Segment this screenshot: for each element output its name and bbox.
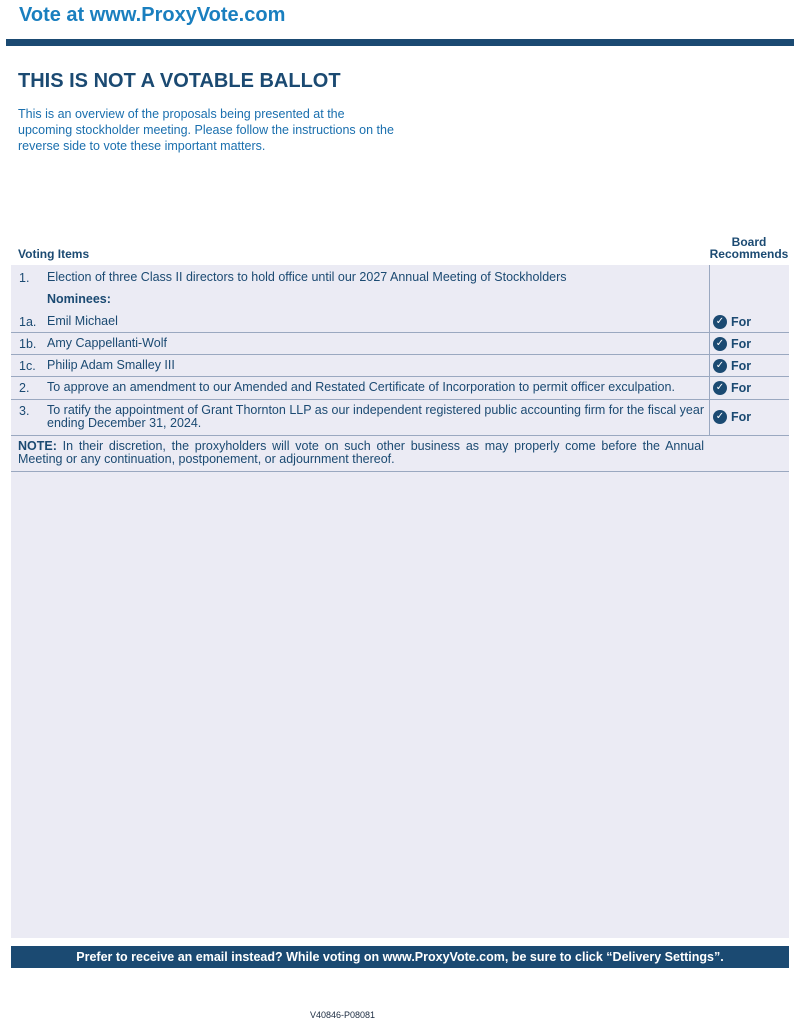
voting-items-panel: [11, 265, 789, 938]
row-divider: [11, 376, 789, 377]
item-row-3: [11, 404, 789, 432]
note-label: NOTE:: [18, 439, 57, 453]
recommendation: [713, 315, 751, 329]
item-row-2: [11, 381, 789, 395]
item-row-1: [11, 271, 789, 285]
recommendation-label: For: [731, 381, 752, 395]
item-text: Amy Cappellanti-Wolf: [47, 336, 167, 350]
board-recommends-line1: Board: [731, 235, 767, 249]
row-divider: [11, 332, 789, 333]
item-number: 1a.: [19, 315, 37, 329]
item-text: To ratify the appointment of Grant Thornton LLP as our independent registered public accounting firm for the fiscal year ending December 31, 2024.: [47, 403, 704, 430]
row-divider: [11, 399, 789, 400]
page-title: THIS IS NOT A VOTABLE BALLOT: [18, 70, 341, 92]
item-row-1a: [11, 315, 789, 329]
header-rule: [6, 39, 794, 46]
check-circle-icon: ✓: [713, 315, 727, 329]
check-circle-icon: ✓: [713, 337, 727, 351]
item-row-1b: [11, 337, 789, 351]
row-divider: [11, 354, 789, 355]
row-divider: [11, 435, 789, 436]
note-text: [18, 440, 704, 466]
item-number: 1c.: [19, 359, 36, 373]
item-number: 1.: [19, 271, 30, 285]
item-number: 2.: [19, 381, 30, 395]
recommendation-label: For: [731, 337, 752, 351]
check-circle-icon: ✓: [713, 410, 727, 424]
recommendation-label: For: [731, 315, 752, 329]
board-recommends-header: [709, 236, 789, 260]
recommendation-label: For: [731, 359, 752, 373]
board-recommends-line2: Recommends: [709, 247, 789, 261]
recommendation: [713, 337, 751, 351]
item-number: 1b.: [19, 337, 37, 351]
recommendation: [713, 410, 751, 424]
check-circle-icon: ✓: [713, 381, 727, 395]
item-text: To approve an amendment to our Amended and Restated Certificate of Incorporation to permit officer exculpation.: [47, 380, 675, 394]
recommendation-label: For: [731, 410, 752, 424]
item-text: Emil Michael: [47, 314, 118, 328]
intro-text: This is an overview of the proposals being presented at the upcoming stockholder meeting. Please follow the instructions on the reverse side to vote these important matters.: [18, 107, 394, 153]
item-text: Election of three Class II directors to hold office until our 2027 Annual Meeting of Stockholders: [47, 270, 567, 284]
item-row-1c: [11, 359, 789, 373]
proxyvote-link[interactable]: Vote at www.ProxyVote.com: [19, 4, 286, 26]
nominees-row: [11, 293, 789, 307]
check-circle-icon: ✓: [713, 359, 727, 373]
item-number: 3.: [19, 404, 30, 418]
document-code: V40846-P08081: [310, 1010, 376, 1020]
recommendation: [713, 359, 751, 373]
recommendation: [713, 381, 751, 395]
nominees-label: Nominees:: [47, 292, 111, 306]
note-divider: [11, 471, 789, 472]
note-body: In their discretion, the proxyholders will vote on such other business as may properly come before the Annual Meeting or any continuation, postponement, or adjournment thereof.: [18, 439, 704, 466]
delivery-settings-banner: Prefer to receive an email instead? While voting on www.ProxyVote.com, be sure to click “Delivery Settings”.: [11, 946, 789, 968]
voting-items-header: Voting Items: [18, 247, 90, 261]
item-text: Philip Adam Smalley III: [47, 358, 175, 372]
